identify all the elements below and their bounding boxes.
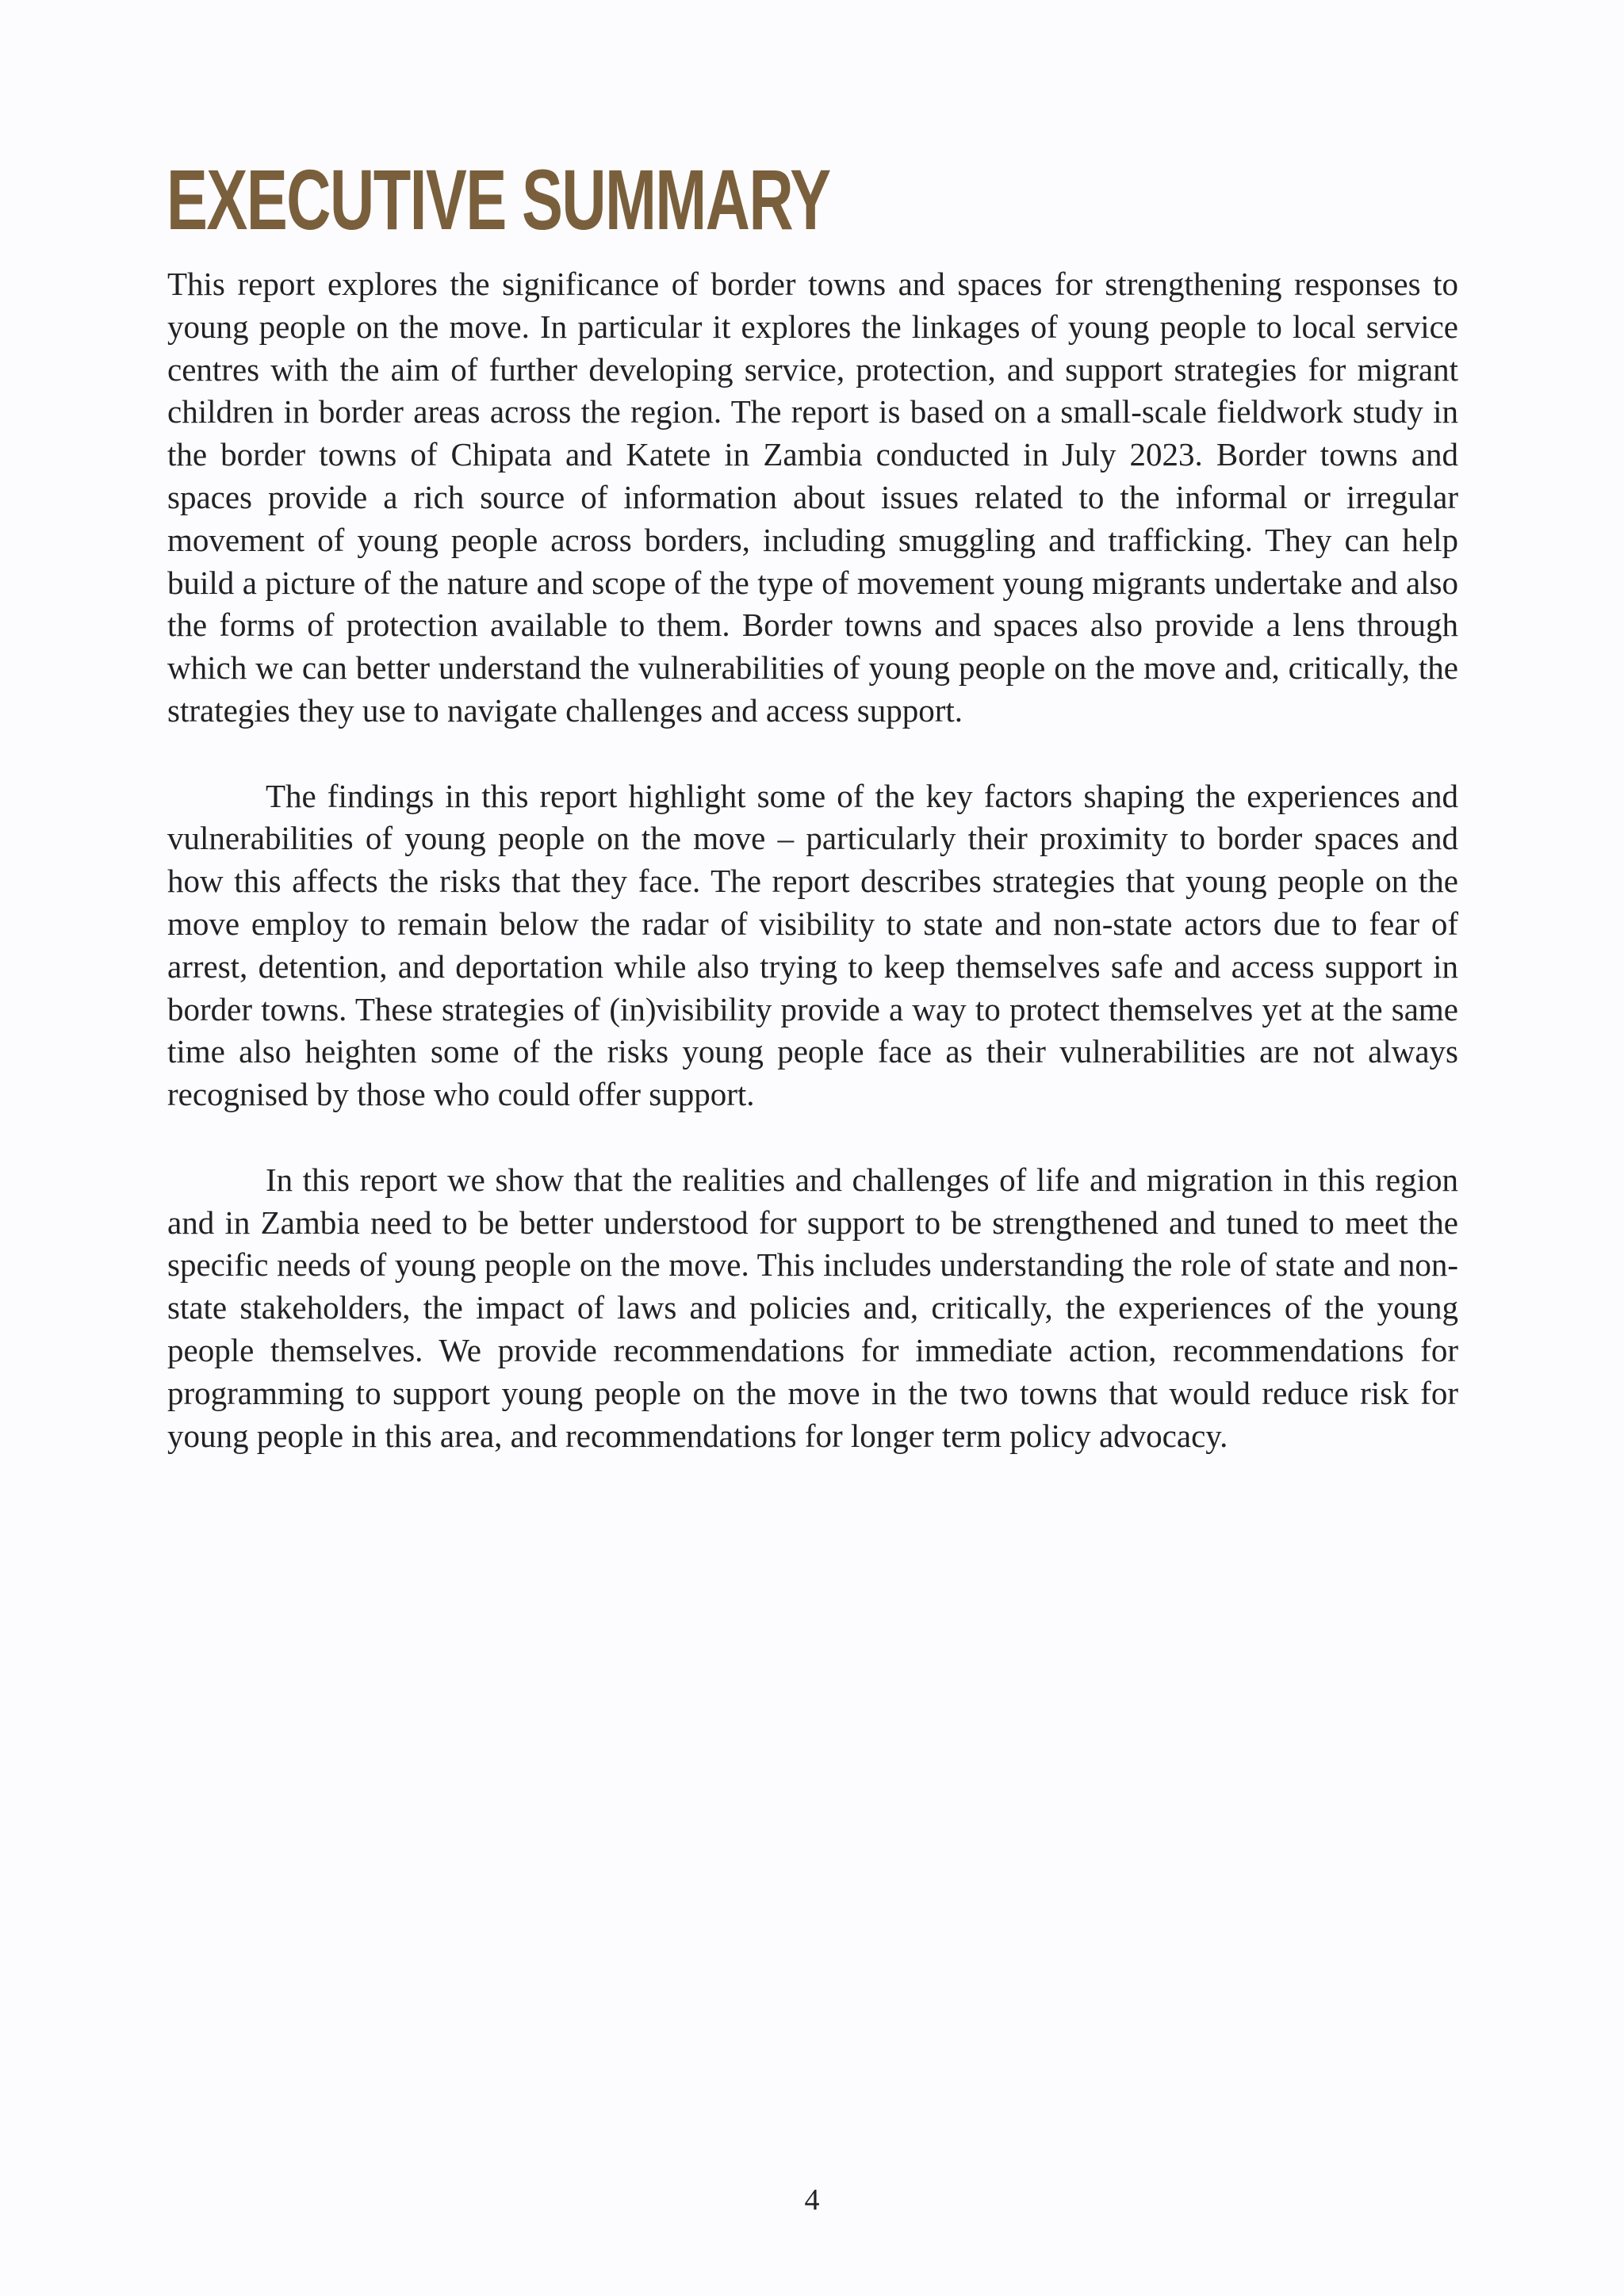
page-title: EXECUTIVE SUMMARY	[167, 151, 830, 247]
body-text	[167, 263, 1458, 1500]
page-number: 4	[804, 2183, 820, 2217]
paragraph-2: The findings in this report highlight some of the key factors shaping the experiences and vulnerabilities of young people on the move – particularly their proximity to border spaces and how this affects the risks that they face. The report describes strategies that young people on the move employ to remain below the radar of visibility to state and non-state actors due to fear of arrest, detention, and deportation while also trying to keep themselves safe and access support in border towns. These strategies of (in)visibility provide a way to protect themselves yet at the same time also heighten some of the risks young people face as their vulnerabilities are not always recognised by those who could offer support.	[167, 777, 1458, 1113]
paragraph-3: In this report we show that the realities and challenges of life and migration in this region and in Zambia need to be better understood for support to be strengthened and tuned to meet the specific needs of young people on the move. This includes understanding the role of state and non-state stakeholders, the impact of laws and policies and, critically, the experiences of the young people themselves. We provide recommendations for immediate action, recommendations for programming to support young people on the move in the two towns that would reduce risk for young people in this area, and recommendations for longer term policy advocacy.	[167, 1161, 1458, 1454]
paragraph-1: This report explores the significance of border towns and spaces for strengthening responses to young people on the move. In particular it explores the linkages of young people to local service centres with the aim of further developing service, protection, and support strategies for migrant children in border areas across the region. The report is based on a small-scale fieldwork study in the border towns of Chipata and Katete in Zambia conducted in July 2023. Border towns and spaces provide a rich source of information about issues related to the informal or irregular movement of young people across borders, including smuggling and trafficking. They can help build a picture of the nature and scope of the type of movement young migrants undertake and also the forms of protection available to them. Border towns and spaces also provide a lens through which we can better understand the vulnerabilities of young people on the move and, critically, the strategies they use to navigate challenges and access support.	[167, 266, 1458, 729]
